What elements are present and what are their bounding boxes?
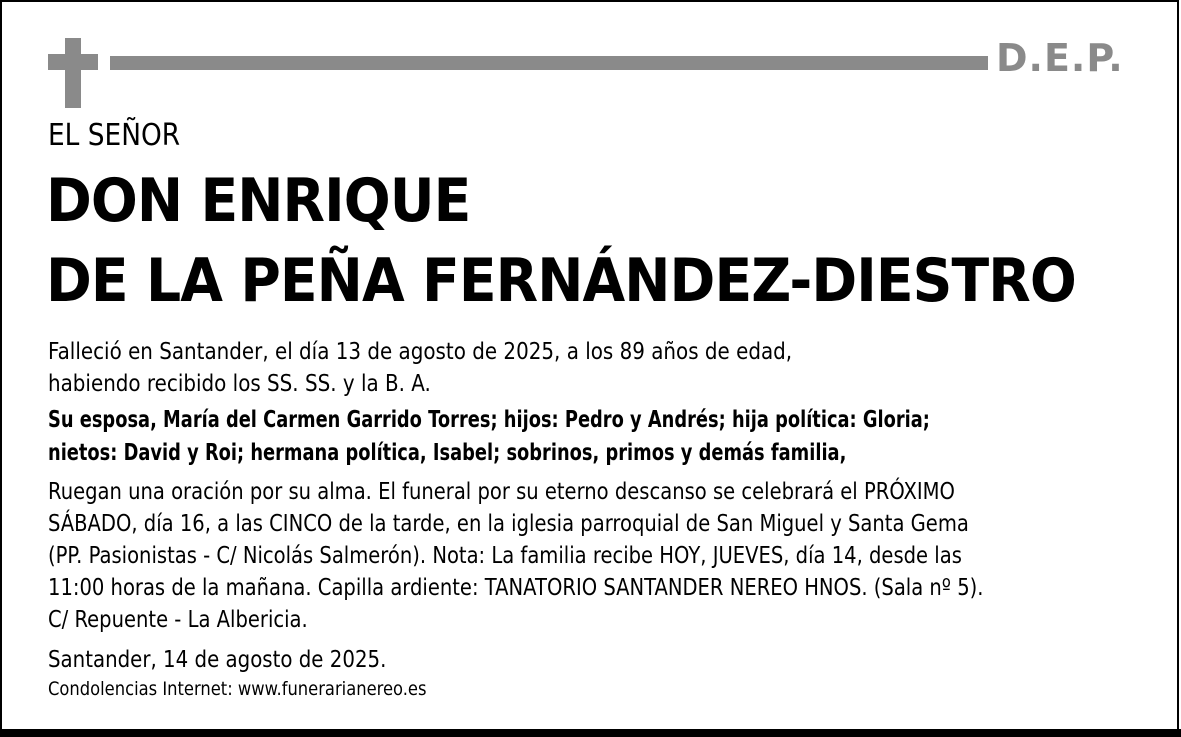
death-notice-line: Falleció en Santander, el día 13 de agosto de 2025, a los 89 años de edad,: [48, 339, 793, 365]
family-line: Su esposa, María del Carmen Garrido Torres; hijos: Pedro y Andrés; hija política: Gloria;: [48, 407, 930, 433]
dep-label: D.E.P.: [996, 36, 1124, 80]
honorific-title: EL SEÑOR: [48, 118, 181, 153]
place-date: Santander, 14 de agosto de 2025.: [48, 647, 387, 673]
funeral-line: 11:00 horas de la mañana. Capilla ardiente: TANATORIO SANTANDER NEREO HNOS. (Sala nº 5).: [48, 575, 984, 601]
death-notice: [48, 336, 792, 400]
latin-cross-icon: [48, 38, 98, 108]
bottom-rule: [0, 729, 1181, 737]
funeral-line: SÁBADO, día 16, a las CINCO de la tarde, en la iglesia parroquial de San Miguel y Santa Gema: [48, 511, 969, 537]
deceased-name-line-2: DE LA PEÑA FERNÁNDEZ-DIESTRO: [46, 246, 1076, 316]
funeral-details: [48, 476, 984, 636]
condolences-website[interactable]: Condolencias Internet: www.funerarianereo.es: [48, 678, 427, 700]
cross-horizontal-bar: [48, 54, 98, 70]
death-notice-line: habiendo recibido los SS. SS. y la B. A.: [48, 371, 431, 397]
funeral-line: C/ Repuente - La Albericia.: [48, 607, 308, 633]
deceased-name-line-1: DON ENRIQUE: [46, 166, 471, 236]
funeral-line: (PP. Pasionistas - C/ Nicolás Salmerón). Nota: La familia recibe HOY, JUEVES, día 14, desde las: [48, 543, 962, 569]
cross-vertical-bar: [65, 38, 81, 108]
header-rule: [110, 56, 988, 70]
family-line: nietos: David y Roi; hermana política, Isabel; sobrinos, primos y demás familia,: [48, 440, 847, 466]
funeral-line: Ruegan una oración por su alma. El funeral por su eterno descanso se celebrará el PRÓXIMO: [48, 479, 955, 505]
family-list: [48, 404, 930, 470]
